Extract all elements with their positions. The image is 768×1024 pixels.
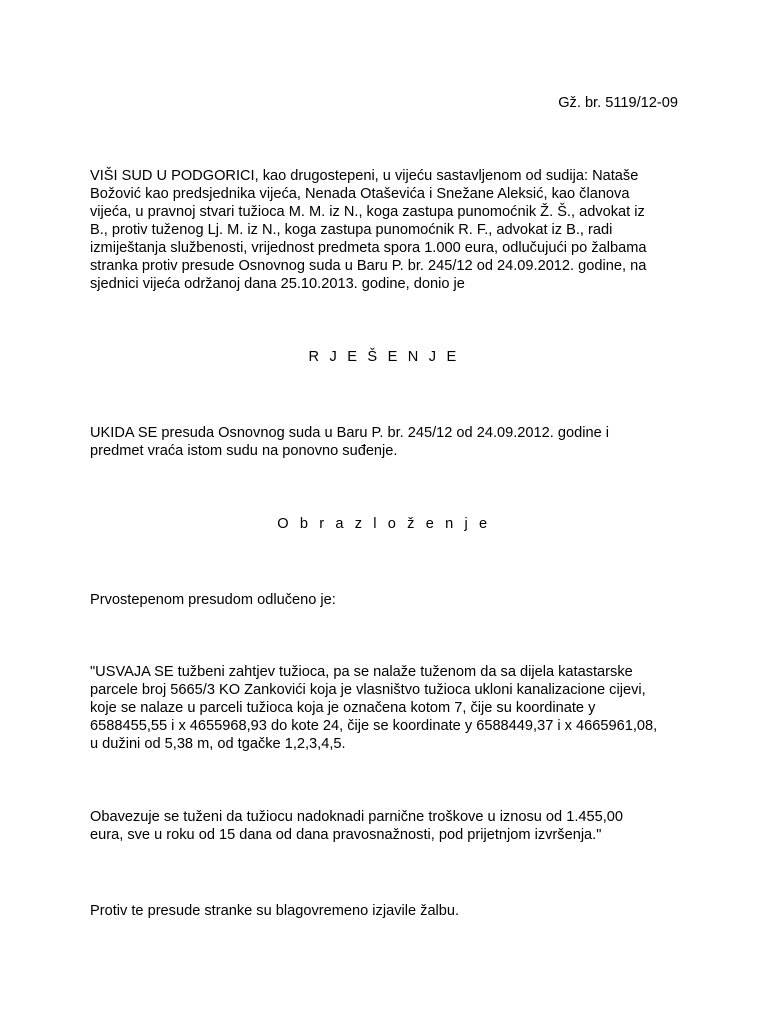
intro-line: VIŠI SUD U PODGORICI, kao drugostepeni, u vijeću sastavljenom od sudija: Nataše [90, 168, 639, 184]
quoted-verdict-paragraph [90, 663, 690, 753]
intro-paragraph [90, 167, 690, 293]
intro-line: Božović kao predsjednika vijeća, Nenada Otaševića i Snežane Aleksić, kao članova [90, 186, 630, 202]
reasoning-heading: O b r a z l o ž e n j e [277, 516, 491, 532]
appeal-line: Protiv te presude stranke su blagovremeno izjavile žalbu. [90, 903, 460, 919]
intro-line: vijeća, u pravnoj stvari tužioca M. M. iz N., koga zastupa punomoćnik Ž. Š., advokat iz [90, 204, 645, 220]
ruling-paragraph [90, 424, 690, 460]
ruling-line: UKIDA SE presuda Osnovnog suda u Baru P. br. 245/12 od 24.09.2012. godine i [90, 425, 609, 441]
first-instance-paragraph [90, 591, 690, 609]
case-number: Gž. br. 5119/12-09 [558, 95, 678, 111]
costs-line: eura, sve u roku od 15 dana od dana pravosnažnosti, pod prijetnjom izvršenja." [90, 827, 602, 843]
quote-line: koje se nalaze u parceli tužioca koja je označena kotom 7, čije su koordinate y [90, 700, 596, 716]
intro-line: sjednici vijeća održanoj dana 25.10.2013. godine, donio je [90, 276, 465, 292]
quote-line: u dužini od 5,38 m, od tgačke 1,2,3,4,5. [90, 736, 346, 752]
quote-line: parcele broj 5665/3 KO Zankovići koja je vlasništvo tužioca ukloni kanalizacione cijevi, [90, 682, 646, 698]
costs-line: Obavezuje se tuženi da tužiocu nadoknadi parnične troškove u iznosu od 1.455,00 [90, 809, 624, 825]
decision-heading: R J E Š E N J E [308, 349, 460, 365]
costs-paragraph [90, 808, 690, 844]
appeal-paragraph [90, 902, 690, 920]
quote-line: 6588455,55 i x 4655968,93 do kote 24, čije se koordinate y 6588449,37 i x 4665961,08, [90, 718, 658, 734]
first-instance-line: Prvostepenom presudom odlučeno je: [90, 592, 336, 608]
quote-line: "USVAJA SE tužbeni zahtjev tužioca, pa se nalaže tuženom da sa dijela katastarske [90, 664, 633, 680]
intro-line: stranka protiv presude Osnovnog suda u Baru P. br. 245/12 od 24.09.2012. godine, na [90, 258, 647, 274]
intro-line: izmiještanja službenosti, vrijednost predmeta spora 1.000 eura, odlučujući po žalbama [90, 240, 647, 256]
ruling-line: predmet vraća istom sudu na ponovno suđenje. [90, 443, 398, 459]
intro-line: B., protiv tuženog Lj. M. iz N., koga zastupa punomoćnik R. F., advokat iz B., radi [90, 222, 613, 238]
